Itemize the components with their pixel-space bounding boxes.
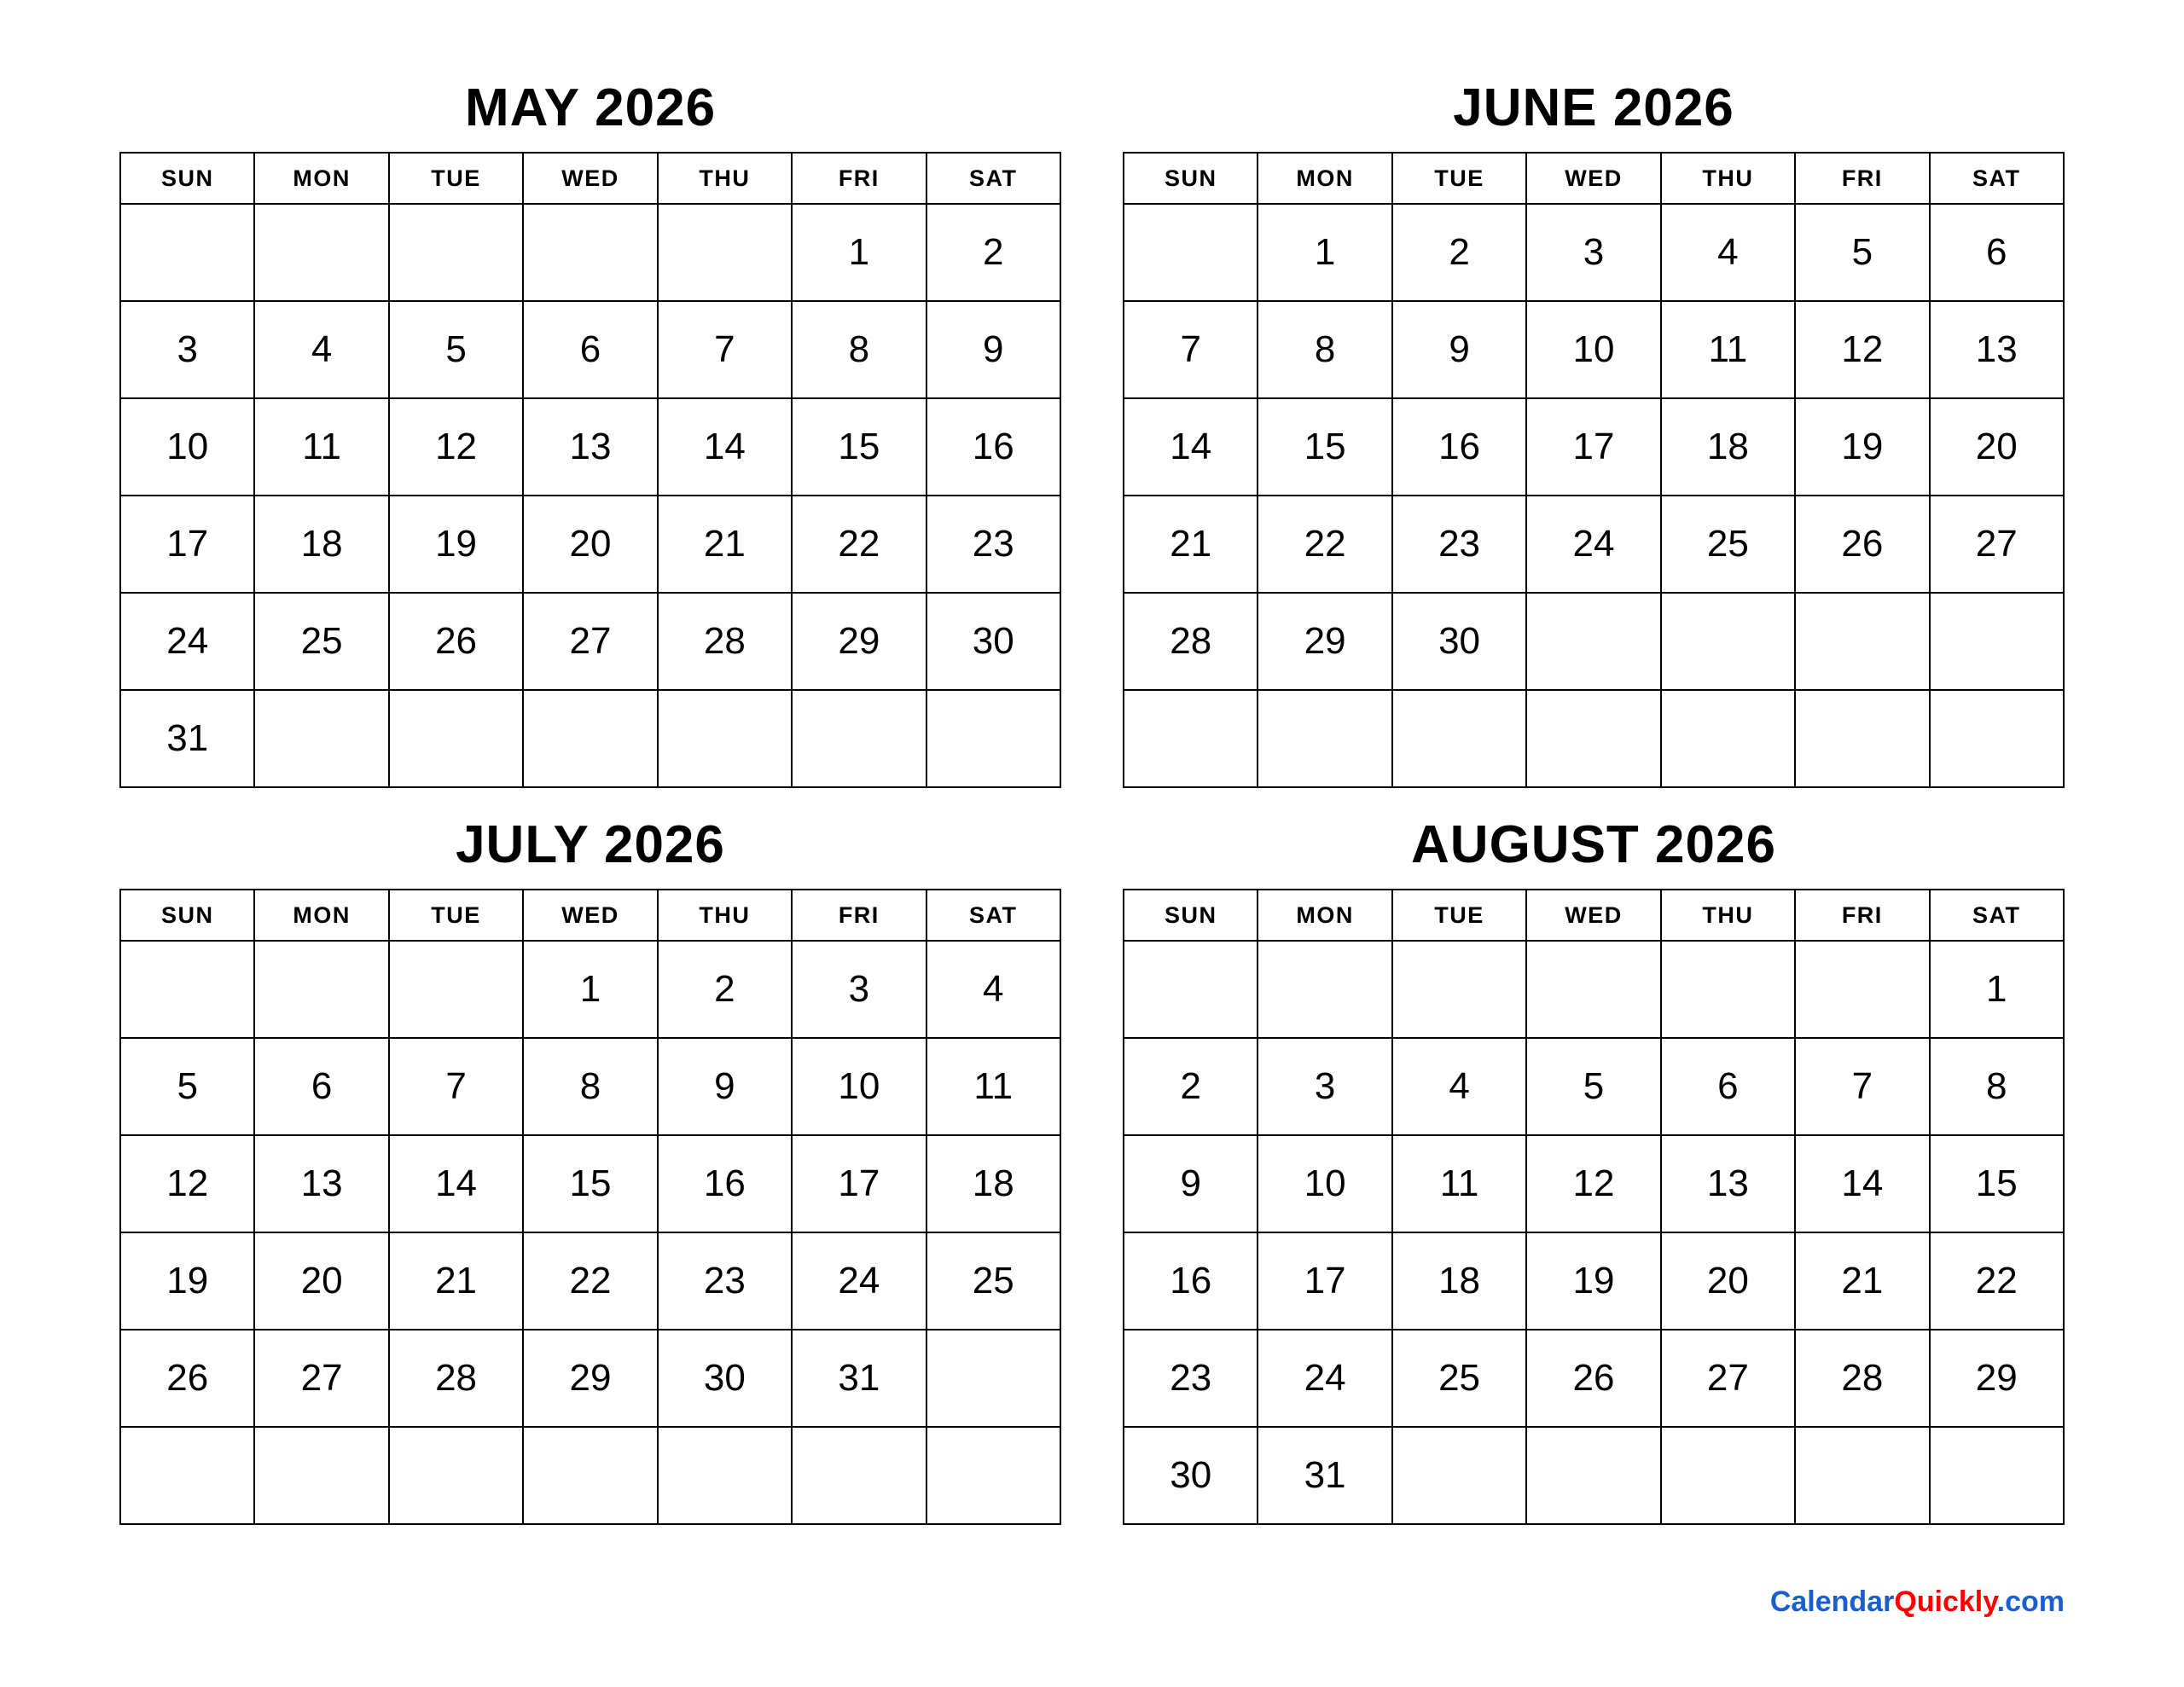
day-cell[interactable]: 23 [1124, 1330, 1258, 1427]
day-cell[interactable]: 31 [1258, 1427, 1391, 1524]
day-cell[interactable]: 1 [792, 204, 926, 301]
day-cell-empty [254, 941, 388, 1038]
month-title: JUNE 2026 [1453, 78, 1734, 137]
day-cell-empty [1526, 1427, 1660, 1524]
day-cell[interactable]: 29 [1930, 1330, 2064, 1427]
day-cell[interactable]: 21 [389, 1232, 523, 1330]
day-cell-empty [523, 690, 657, 787]
day-cell[interactable]: 12 [1795, 301, 1929, 398]
day-cell[interactable]: 22 [1258, 496, 1391, 593]
day-cell[interactable]: 2 [1392, 204, 1526, 301]
day-cell[interactable]: 31 [120, 690, 254, 787]
day-cell-empty [1930, 1427, 2064, 1524]
day-cell-empty [1526, 941, 1660, 1038]
weekday-header-sun: SUN [120, 153, 254, 204]
day-cell-empty [389, 1427, 523, 1524]
day-cell[interactable]: 26 [1526, 1330, 1660, 1427]
brand-footer[interactable] [1770, 1586, 2065, 1619]
day-cell[interactable]: 17 [792, 1135, 926, 1232]
month-table [119, 152, 1061, 788]
day-cell[interactable]: 9 [1392, 301, 1526, 398]
weekday-header-sat: SAT [926, 153, 1060, 204]
day-cell[interactable]: 8 [792, 301, 926, 398]
day-cell[interactable]: 14 [658, 398, 792, 496]
day-cell[interactable]: 25 [1392, 1330, 1526, 1427]
day-cell[interactable]: 21 [658, 496, 792, 593]
day-cell[interactable]: 25 [926, 1232, 1060, 1330]
weekday-header-wed: WED [1526, 153, 1660, 204]
day-cell[interactable]: 7 [658, 301, 792, 398]
month-block [119, 815, 1061, 1525]
weekday-header-thu: THU [658, 890, 792, 941]
week-row [120, 690, 1060, 787]
brand-domain-text: .com [1996, 1586, 2065, 1618]
day-cell[interactable]: 29 [792, 593, 926, 690]
week-row [1124, 496, 2064, 593]
day-cell[interactable]: 16 [658, 1135, 792, 1232]
month-table [1123, 152, 2065, 788]
day-cell[interactable]: 22 [523, 1232, 657, 1330]
day-cell-empty [1661, 690, 1795, 787]
day-cell-empty [1795, 690, 1929, 787]
day-cell-empty [120, 1427, 254, 1524]
day-cell[interactable]: 13 [1661, 1135, 1795, 1232]
weekday-header-tue: TUE [389, 153, 523, 204]
day-cell[interactable]: 7 [1124, 301, 1258, 398]
month-title: AUGUST 2026 [1411, 815, 1776, 874]
month-block [119, 78, 1061, 788]
day-cell[interactable]: 13 [1930, 301, 2064, 398]
week-row [120, 941, 1060, 1038]
day-cell[interactable]: 4 [1661, 204, 1795, 301]
day-cell[interactable]: 16 [926, 398, 1060, 496]
day-cell[interactable]: 28 [1795, 1330, 1929, 1427]
weekday-header-thu: THU [1661, 153, 1795, 204]
day-cell[interactable]: 6 [1930, 204, 2064, 301]
day-cell-empty [389, 941, 523, 1038]
day-cell[interactable]: 19 [389, 496, 523, 593]
day-cell[interactable]: 21 [1124, 496, 1258, 593]
week-row [1124, 690, 2064, 787]
day-cell[interactable]: 9 [658, 1038, 792, 1135]
day-cell-empty [926, 1427, 1060, 1524]
weekday-header-mon: MON [1258, 153, 1391, 204]
day-cell[interactable]: 21 [1795, 1232, 1929, 1330]
day-cell[interactable]: 11 [1392, 1135, 1526, 1232]
day-cell-empty [254, 1427, 388, 1524]
day-cell-empty [1661, 593, 1795, 690]
weekday-header-sat: SAT [1930, 890, 2064, 941]
week-row [120, 1135, 1060, 1232]
day-cell[interactable]: 12 [1526, 1135, 1660, 1232]
day-cell[interactable]: 23 [658, 1232, 792, 1330]
day-cell-empty [1392, 690, 1526, 787]
day-cell-empty [1124, 204, 1258, 301]
day-cell[interactable]: 10 [120, 398, 254, 496]
day-cell[interactable]: 30 [926, 593, 1060, 690]
day-cell[interactable]: 5 [120, 1038, 254, 1135]
week-row [120, 593, 1060, 690]
day-cell[interactable]: 17 [1526, 398, 1660, 496]
weekday-header-wed: WED [523, 890, 657, 941]
day-cell[interactable]: 27 [523, 593, 657, 690]
day-cell[interactable]: 3 [120, 301, 254, 398]
week-row [120, 204, 1060, 301]
week-row [120, 1427, 1060, 1524]
day-cell[interactable]: 8 [1930, 1038, 2064, 1135]
day-cell-empty [1661, 941, 1795, 1038]
day-cell[interactable]: 16 [1124, 1232, 1258, 1330]
week-row [120, 301, 1060, 398]
weekday-header-row [120, 890, 1060, 941]
day-cell-empty [1392, 1427, 1526, 1524]
day-cell[interactable]: 9 [926, 301, 1060, 398]
day-cell[interactable]: 30 [658, 1330, 792, 1427]
day-cell[interactable]: 5 [1795, 204, 1929, 301]
day-cell[interactable]: 15 [1930, 1135, 2064, 1232]
weekday-header-row [120, 153, 1060, 204]
day-cell-empty [1124, 941, 1258, 1038]
weekday-header-sun: SUN [1124, 890, 1258, 941]
day-cell[interactable]: 27 [254, 1330, 388, 1427]
brand-calendar-text: Calendar [1769, 1586, 1895, 1618]
day-cell[interactable]: 1 [523, 941, 657, 1038]
day-cell[interactable]: 3 [792, 941, 926, 1038]
weekday-header-mon: MON [254, 153, 388, 204]
day-cell[interactable]: 1 [1930, 941, 2064, 1038]
week-row [1124, 1135, 2064, 1232]
day-cell-empty [523, 1427, 657, 1524]
week-row [1124, 1330, 2064, 1427]
day-cell-empty [389, 204, 523, 301]
day-cell[interactable]: 16 [1392, 398, 1526, 496]
weekday-header-fri: FRI [792, 890, 926, 941]
weekday-header-tue: TUE [1392, 153, 1526, 204]
week-row [1124, 398, 2064, 496]
month-block [1123, 815, 2065, 1525]
day-cell[interactable]: 19 [120, 1232, 254, 1330]
day-cell[interactable]: 26 [120, 1330, 254, 1427]
day-cell[interactable]: 26 [1795, 496, 1929, 593]
weekday-header-row [1124, 153, 2064, 204]
day-cell[interactable]: 10 [1526, 301, 1660, 398]
weekday-header-thu: THU [1661, 890, 1795, 941]
day-cell-empty [523, 204, 657, 301]
day-cell[interactable]: 2 [926, 204, 1060, 301]
day-cell[interactable]: 24 [1526, 496, 1660, 593]
day-cell[interactable]: 3 [1258, 1038, 1391, 1135]
weekday-header-tue: TUE [389, 890, 523, 941]
day-cell[interactable]: 2 [658, 941, 792, 1038]
day-cell-empty [1124, 690, 1258, 787]
day-cell[interactable]: 28 [389, 1330, 523, 1427]
day-cell-empty [1795, 1427, 1929, 1524]
day-cell[interactable]: 9 [1124, 1135, 1258, 1232]
day-cell[interactable]: 25 [1661, 496, 1795, 593]
day-cell-empty [1526, 690, 1660, 787]
day-cell[interactable]: 24 [792, 1232, 926, 1330]
day-cell[interactable]: 23 [1392, 496, 1526, 593]
day-cell[interactable]: 29 [523, 1330, 657, 1427]
day-cell[interactable]: 24 [120, 593, 254, 690]
calendar-grid [119, 78, 2065, 1525]
day-cell-empty [658, 690, 792, 787]
day-cell-empty [1661, 1427, 1795, 1524]
day-cell[interactable]: 11 [254, 398, 388, 496]
week-row [1124, 301, 2064, 398]
day-cell[interactable]: 7 [389, 1038, 523, 1135]
day-cell-empty [1392, 941, 1526, 1038]
day-cell[interactable]: 22 [792, 496, 926, 593]
week-row [1124, 593, 2064, 690]
week-row [120, 496, 1060, 593]
day-cell[interactable]: 17 [120, 496, 254, 593]
day-cell[interactable]: 18 [926, 1135, 1060, 1232]
day-cell[interactable]: 20 [1930, 398, 2064, 496]
day-cell[interactable]: 20 [254, 1232, 388, 1330]
week-row [120, 1232, 1060, 1330]
day-cell[interactable]: 10 [1258, 1135, 1391, 1232]
day-cell[interactable]: 3 [1526, 204, 1660, 301]
day-cell[interactable]: 15 [792, 398, 926, 496]
week-row [1124, 941, 2064, 1038]
day-cell-empty [658, 1427, 792, 1524]
day-cell[interactable]: 4 [254, 301, 388, 398]
day-cell[interactable]: 4 [926, 941, 1060, 1038]
day-cell[interactable]: 8 [523, 1038, 657, 1135]
day-cell[interactable]: 14 [1124, 398, 1258, 496]
day-cell-empty [1526, 593, 1660, 690]
day-cell[interactable]: 7 [1795, 1038, 1929, 1135]
day-cell[interactable]: 12 [120, 1135, 254, 1232]
day-cell[interactable]: 19 [1795, 398, 1929, 496]
weekday-header-fri: FRI [792, 153, 926, 204]
day-cell[interactable]: 25 [254, 593, 388, 690]
day-cell[interactable]: 19 [1526, 1232, 1660, 1330]
day-cell[interactable]: 31 [792, 1330, 926, 1427]
day-cell[interactable]: 2 [1124, 1038, 1258, 1135]
day-cell[interactable]: 29 [1258, 593, 1391, 690]
day-cell-empty [1258, 690, 1391, 787]
week-row [120, 398, 1060, 496]
day-cell[interactable]: 12 [389, 398, 523, 496]
day-cell[interactable]: 23 [926, 496, 1060, 593]
weekday-header-row [1124, 890, 2064, 941]
day-cell[interactable]: 1 [1258, 204, 1391, 301]
week-row [1124, 1038, 2064, 1135]
weekday-header-tue: TUE [1392, 890, 1526, 941]
day-cell[interactable]: 28 [658, 593, 792, 690]
weekday-header-wed: WED [1526, 890, 1660, 941]
day-cell-empty [1795, 941, 1929, 1038]
day-cell-empty [120, 941, 254, 1038]
day-cell-empty [120, 204, 254, 301]
day-cell[interactable]: 27 [1661, 1330, 1795, 1427]
day-cell[interactable]: 15 [1258, 398, 1391, 496]
week-row [120, 1038, 1060, 1135]
day-cell[interactable]: 30 [1392, 593, 1526, 690]
day-cell[interactable]: 27 [1930, 496, 2064, 593]
day-cell[interactable]: 18 [254, 496, 388, 593]
day-cell[interactable]: 4 [1392, 1038, 1526, 1135]
day-cell[interactable]: 8 [1258, 301, 1391, 398]
day-cell[interactable]: 6 [1661, 1038, 1795, 1135]
day-cell[interactable]: 30 [1124, 1427, 1258, 1524]
day-cell-empty [1930, 690, 2064, 787]
day-cell[interactable]: 24 [1258, 1330, 1391, 1427]
week-row [1124, 204, 2064, 301]
day-cell[interactable]: 22 [1930, 1232, 2064, 1330]
day-cell-empty [658, 204, 792, 301]
day-cell[interactable]: 11 [926, 1038, 1060, 1135]
day-cell[interactable]: 5 [389, 301, 523, 398]
weekday-header-mon: MON [1258, 890, 1391, 941]
day-cell-empty [792, 690, 926, 787]
day-cell-empty [389, 690, 523, 787]
day-cell[interactable]: 10 [792, 1038, 926, 1135]
day-cell[interactable]: 17 [1258, 1232, 1391, 1330]
day-cell[interactable]: 20 [523, 496, 657, 593]
day-cell-empty [926, 690, 1060, 787]
weekday-header-mon: MON [254, 890, 388, 941]
week-row [120, 1330, 1060, 1427]
day-cell[interactable]: 11 [1661, 301, 1795, 398]
day-cell[interactable]: 15 [523, 1135, 657, 1232]
month-title: MAY 2026 [464, 78, 717, 137]
day-cell[interactable]: 6 [523, 301, 657, 398]
weekday-header-fri: FRI [1795, 153, 1929, 204]
month-block [1123, 78, 2065, 788]
day-cell-empty [254, 690, 388, 787]
weekday-header-wed: WED [523, 153, 657, 204]
weekday-header-sun: SUN [1124, 153, 1258, 204]
day-cell-empty [1795, 593, 1929, 690]
weekday-header-fri: FRI [1795, 890, 1929, 941]
brand-quickly-text: Quickly [1894, 1586, 1997, 1618]
week-row [1124, 1232, 2064, 1330]
week-row [1124, 1427, 2064, 1524]
day-cell-empty [792, 1427, 926, 1524]
day-cell-empty [926, 1330, 1060, 1427]
day-cell[interactable]: 18 [1392, 1232, 1526, 1330]
day-cell[interactable]: 26 [389, 593, 523, 690]
weekday-header-sat: SAT [926, 890, 1060, 941]
day-cell[interactable]: 20 [1661, 1232, 1795, 1330]
day-cell[interactable]: 14 [389, 1135, 523, 1232]
weekday-header-sat: SAT [1930, 153, 2064, 204]
day-cell[interactable]: 5 [1526, 1038, 1660, 1135]
day-cell[interactable]: 6 [254, 1038, 388, 1135]
day-cell[interactable]: 18 [1661, 398, 1795, 496]
day-cell[interactable]: 14 [1795, 1135, 1929, 1232]
month-table [1123, 889, 2065, 1525]
month-title: JULY 2026 [456, 815, 725, 874]
day-cell[interactable]: 13 [523, 398, 657, 496]
day-cell[interactable]: 28 [1124, 593, 1258, 690]
day-cell-empty [1930, 593, 2064, 690]
weekday-header-thu: THU [658, 153, 792, 204]
day-cell-empty [1258, 941, 1391, 1038]
day-cell[interactable]: 13 [254, 1135, 388, 1232]
weekday-header-sun: SUN [120, 890, 254, 941]
day-cell-empty [254, 204, 388, 301]
month-table [119, 889, 1061, 1525]
